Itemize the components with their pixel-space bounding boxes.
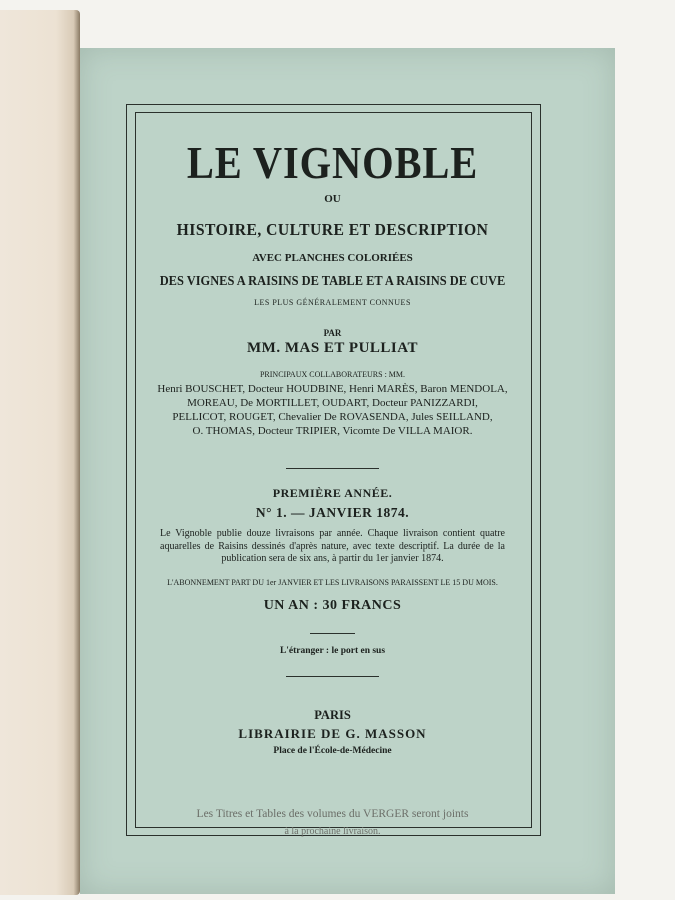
- cover-address: Place de l'École-de-Médecine: [273, 746, 392, 756]
- cover-collaborators-heading: PRINCIPAUX COLLABORATEURS : MM.: [259, 370, 406, 379]
- divider-rule: [286, 676, 379, 677]
- cover-abonnement: L'ABONNEMENT PART DU 1er JANVIER ET LES LIVRAISONS PARAISSENT LE 15 DU MOIS.: [167, 578, 498, 587]
- cover-etranger: L'étranger : le port en sus: [279, 646, 386, 656]
- cover-par: PAR: [323, 328, 342, 338]
- cover-authors: MM. MAS ET PULLIAT: [247, 340, 418, 356]
- cover-ou: OU: [324, 193, 341, 205]
- cover-publisher: LIBRAIRIE DE G. MASSON: [238, 726, 427, 741]
- book-cover: [80, 48, 615, 894]
- divider-rule: [286, 468, 379, 469]
- cover-description: Le Vignoble publie douze livraisons par année. Chaque livraison contient quatre aquarelles de Raisins dessinés d'après nature, avec texte descriptif. La durée de la publication sera de six ans, à partir du 1er janvier 1874.: [160, 528, 505, 564]
- collaborator-line: PELLICOT, ROUGET, Chevalier De ROVASENDA, Jules SEILLAND,: [172, 411, 493, 423]
- footer-note-line2: à la prochaine livraison.: [284, 826, 381, 837]
- collaborator-names: [135, 382, 530, 438]
- collaborator-line: MOREAU, De MORTILLET, OUDART, Docteur PANIZZARDI,: [187, 397, 478, 409]
- cover-city: PARIS: [314, 708, 351, 722]
- footer-note: Les Titres et Tables des volumes du VERGER seront joints: [196, 808, 469, 820]
- cover-avec-planches: AVEC PLANCHES COLORIÉES: [252, 252, 413, 264]
- cover-subtitle: HISTOIRE, CULTURE ET DESCRIPTION: [176, 220, 489, 239]
- book-spine: [0, 10, 80, 895]
- collaborator-line: Henri BOUSCHET, Docteur HOUDBINE, Henri MARÈS, Baron MENDOLA,: [157, 383, 508, 395]
- cover-title: LE VIGNOBLE: [186, 137, 479, 188]
- cover-price: UN AN : 30 FRANCS: [263, 598, 402, 613]
- collaborator-line: O. THOMAS, Docteur TRIPIER, Vicomte De VILLA MAIOR.: [192, 425, 473, 437]
- divider-rule: [310, 633, 355, 634]
- cover-annee: PREMIÈRE ANNÉE.: [272, 486, 393, 500]
- cover-plus-connues: LES PLUS GÉNÉRALEMENT CONNUES: [254, 298, 411, 307]
- cover-issue-number: N° 1. — JANVIER 1874.: [255, 505, 410, 520]
- cover-vignes: DES VIGNES A RAISINS DE TABLE ET A RAISINS DE CUVE: [159, 273, 506, 288]
